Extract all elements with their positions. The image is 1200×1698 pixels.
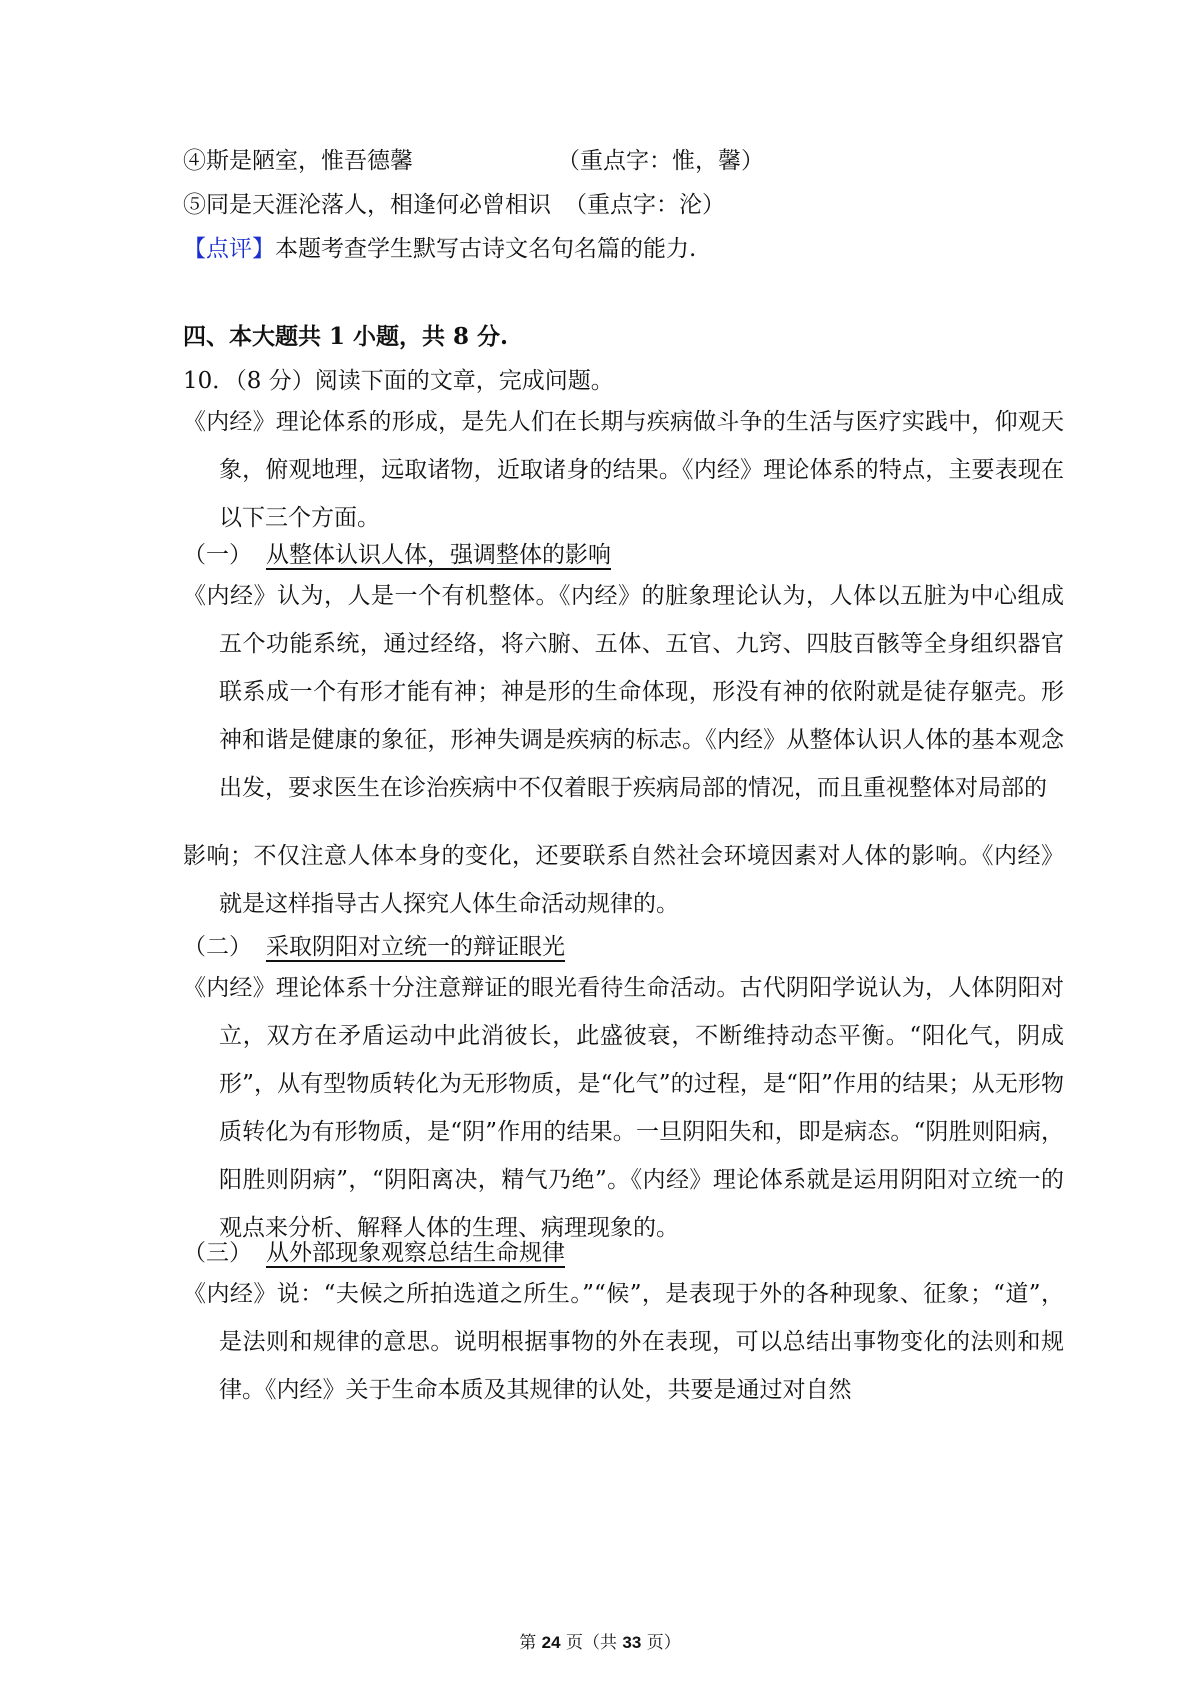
- section-heading: 四、本大题共 1 小题，共 8 分.: [183, 323, 509, 350]
- part-1-body-a: 《内经》认为，人是一个有机整体。《内经》的脏象理论认为，人体以五脏为中心组成五个功能系统，通过经络，将六腑、五体、五官、九窍、四肢百骸等全身组织器官联系成一个有形才能有神；神是形的生命体现，形没有神的依附就是徒存躯壳。形神和谐是健康的象征，形神失调是疾病的标志。《内经》从整体认识人体的基本观念出发，要求医生在诊治疾病中不仅着眼于疾病局部的情况，而且重视整体对局部的: [183, 583, 1064, 801]
- part-2-answer: 采取阴阳对立统一的辩证眼光: [266, 934, 565, 960]
- part-2-body: 《内经》理论体系十分注意辩证的眼光看待生命活动。古代阴阳学说认为，人体阴阳对立，双方在矛盾运动中此消彼长，此盛彼衰，不断维持动态平衡。“阳化气，阴成形”，从有型物质转化为无形物质，是“化气”的过程，是“阳”作用的结果；从无形物质转化为有形物质，是“阴”作用的结果。一旦阴阳失和，即是病态。“阴胜则阳病，阳胜则阴病”，“阴阳离决，精气乃绝”。《内经》理论体系就是运用阴阳对立统一的观点来分析、解释人体的生理、病理现象的。: [183, 975, 1064, 1241]
- part-2-heading: [183, 928, 585, 961]
- question-stem: 10．（8 分）阅读下面的文章，完成问题。: [183, 368, 614, 394]
- answer-item-5: [183, 186, 551, 219]
- comment-text: 本题考查学生默写古诗文名句名篇的能力.: [275, 236, 697, 262]
- answer-item-5-note: （重点字：沦）: [564, 192, 725, 218]
- footer-prefix: 第: [519, 1633, 537, 1653]
- page-footer: [0, 1628, 1200, 1653]
- part-1-answer: 从整体认识人体，强调整体的影响: [266, 542, 611, 568]
- part-1-heading: [183, 536, 631, 569]
- answer-item-4-note: （重点字：惟，馨）: [557, 148, 764, 174]
- question-intro: 《内经》理论体系的形成，是先人们在长期与疾病做斗争的生活与医疗实践中，仰观天象，俯观地理，远取诸物，近取诸身的结果。《内经》理论体系的特点，主要表现在以下三个方面。: [183, 409, 1064, 531]
- footer-page-number: 24: [541, 1633, 561, 1652]
- part-1-body-b: 影响；不仅注意人体本身的变化，还要联系自然社会环境因素对人体的影响。《内经》就是这样指导古人探究人体生命活动规律的。: [183, 843, 1064, 917]
- part-3-answer: 从外部现象观察总结生命规律: [266, 1240, 565, 1266]
- answer-item-5-text: ⑤同是天涯沦落人，相逢何必曾相识: [183, 192, 551, 218]
- part-2-label: （二）: [183, 934, 252, 960]
- footer-middle: 页（共: [566, 1633, 617, 1653]
- comment-label: 【点评】: [183, 236, 275, 262]
- answer-item-4-text: ④斯是陋室，惟吾德馨: [183, 148, 413, 174]
- part-1-label: （一）: [183, 542, 252, 568]
- footer-suffix: 页）: [646, 1633, 681, 1653]
- answer-item-4: [183, 142, 413, 175]
- comment: [183, 230, 696, 263]
- part-3-label: （三）: [183, 1240, 252, 1266]
- part-3-heading: [183, 1234, 585, 1267]
- part-3-body: 《内经》说：“夫候之所拍选道之所生。”“候”，是表现于外的各种现象、征象；“道”，是法则和规律的意思。说明根据事物的外在表现，可以总结出事物变化的法则和规律。《内经》关于生命本质及其规律的认处，共要是通过对自然: [183, 1281, 1064, 1403]
- footer-total-pages: 33: [622, 1633, 642, 1652]
